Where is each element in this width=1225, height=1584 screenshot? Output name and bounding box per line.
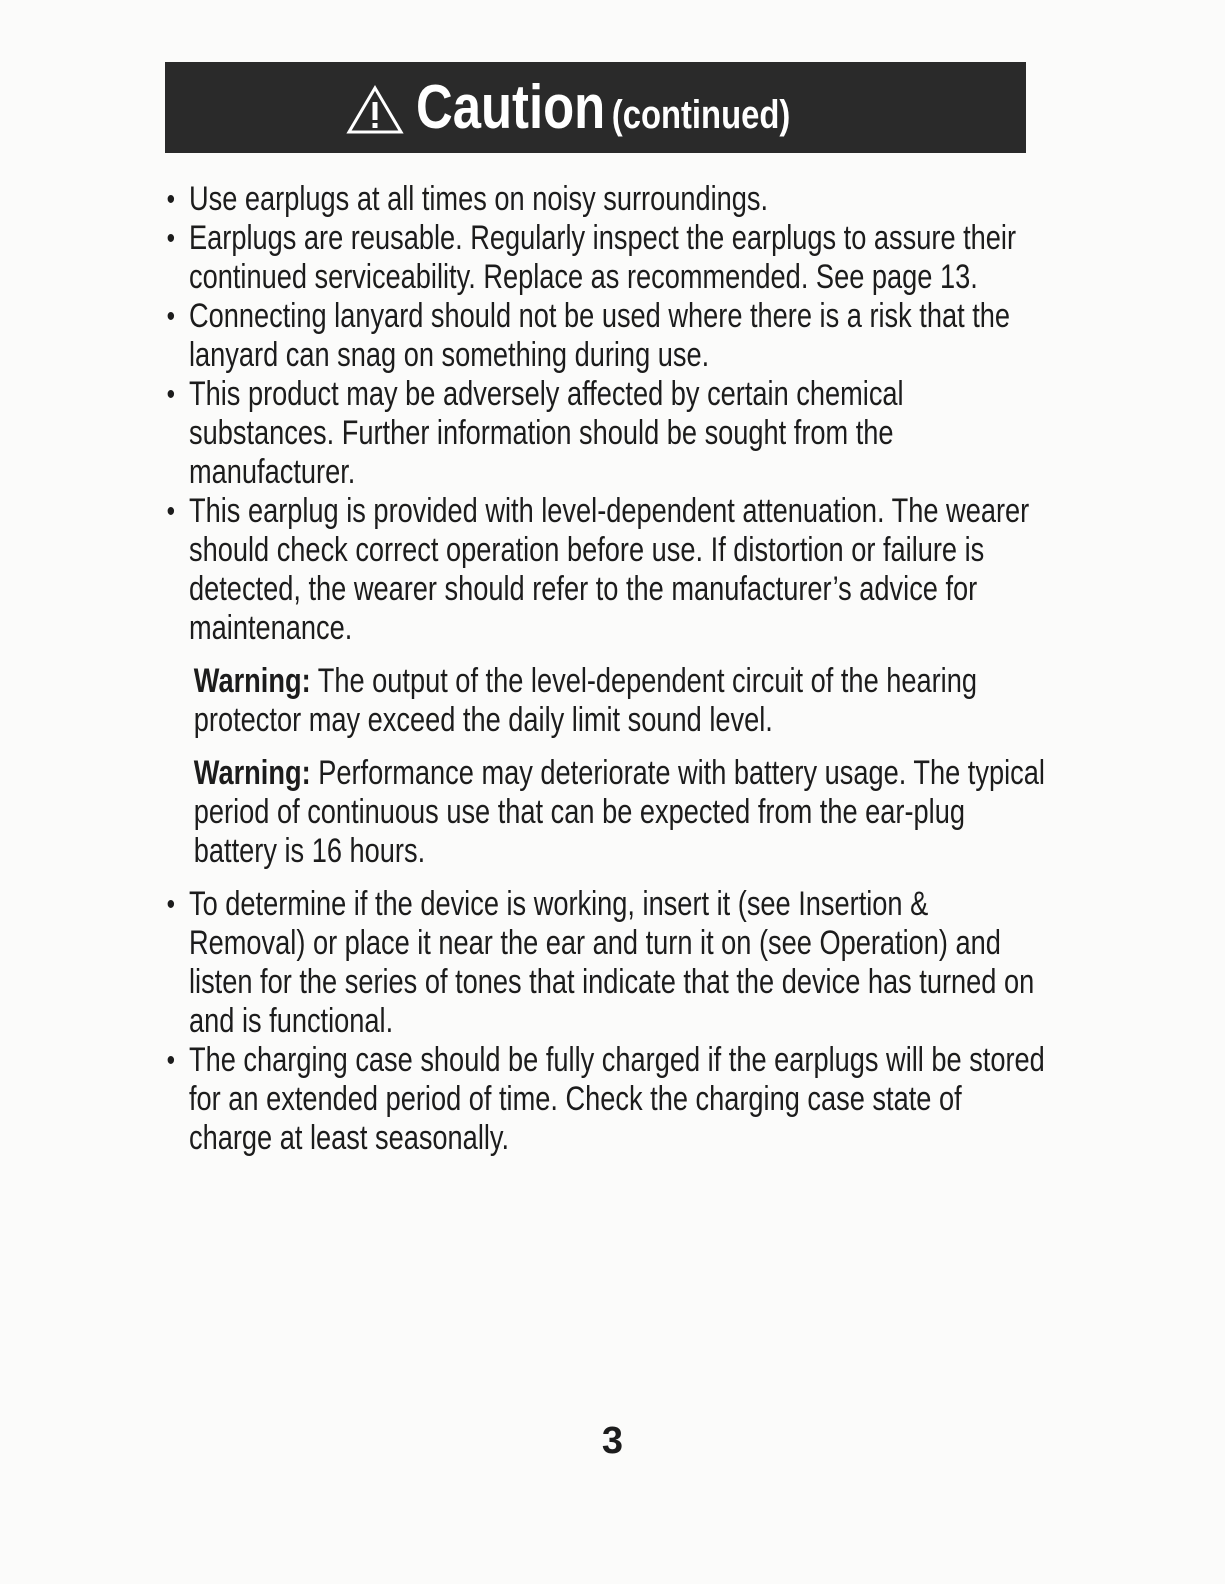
caution-title: Caution: [415, 73, 605, 142]
bullet-dot: •: [166, 495, 176, 528]
bullet-text: Use earplugs at all times on noisy surroundings.: [189, 180, 769, 218]
warning-text: Performance may deteriorate with battery usage. The typical period of continuous use that can be expected from the ear-plug battery is 16 hours.: [193, 754, 1045, 870]
spacer: [165, 871, 1045, 885]
bullet-item: [165, 219, 1045, 297]
bullet-dot: •: [166, 888, 176, 921]
bullet-text: To determine if the device is working, insert it (see Insertion & Removal) or place it near the ear and turn it on (see Operation) and listen for the series of tones that indicate that the device has turned on and is functional.: [189, 885, 1035, 1040]
warning-label: Warning:: [193, 662, 311, 700]
bullet-dot: •: [166, 1044, 176, 1077]
bullet-item: [165, 180, 1045, 219]
bullet-text: This earplug is provided with level-dependent attenuation. The wearer should check correct operation before use. If distortion or failure is detected, the wearer should refer to the manufacturer’s advice for maintenance.: [189, 492, 1030, 647]
caution-header: [165, 62, 1026, 153]
warning-text: The output of the level-dependent circuit of the hearing protector may exceed the daily limit sound level.: [193, 662, 977, 739]
caution-text: [165, 180, 1045, 1158]
header-title: [415, 72, 790, 143]
bullet-dot: •: [166, 300, 176, 333]
warning-triangle-icon: [346, 85, 404, 135]
bullet-text: Connecting lanyard should not be used where there is a risk that the lanyard can snag on something during use.: [189, 297, 1011, 374]
bullet-item: [165, 375, 1045, 492]
bullet-text: The charging case should be fully charged if the earplugs will be stored for an extended period of time. Check the charging case state of charge at least seasonally.: [189, 1041, 1045, 1157]
caution-subtitle: (continued): [611, 93, 790, 137]
bullet-dot: •: [166, 222, 176, 255]
bullet-dot: •: [166, 378, 176, 411]
warning-paragraph: [165, 662, 1045, 740]
bullet-text: Earplugs are reusable. Regularly inspect the earplugs to assure their continued serviceability. Replace as recommended. See page 13.: [189, 219, 1017, 296]
bullet-item: [165, 1041, 1045, 1158]
bullet-item: [165, 885, 1045, 1041]
caution-content: [165, 180, 1045, 1158]
page-number: 3: [601, 1420, 624, 1462]
warning-paragraph: [165, 754, 1045, 871]
bullet-item: [165, 297, 1045, 375]
bullet-text: This product may be adversely affected by certain chemical substances. Further information should be sought from the manufacturer.: [189, 375, 904, 491]
warning-label: Warning:: [193, 754, 311, 792]
bullet-dot: •: [166, 183, 176, 216]
bullet-item: [165, 492, 1045, 648]
